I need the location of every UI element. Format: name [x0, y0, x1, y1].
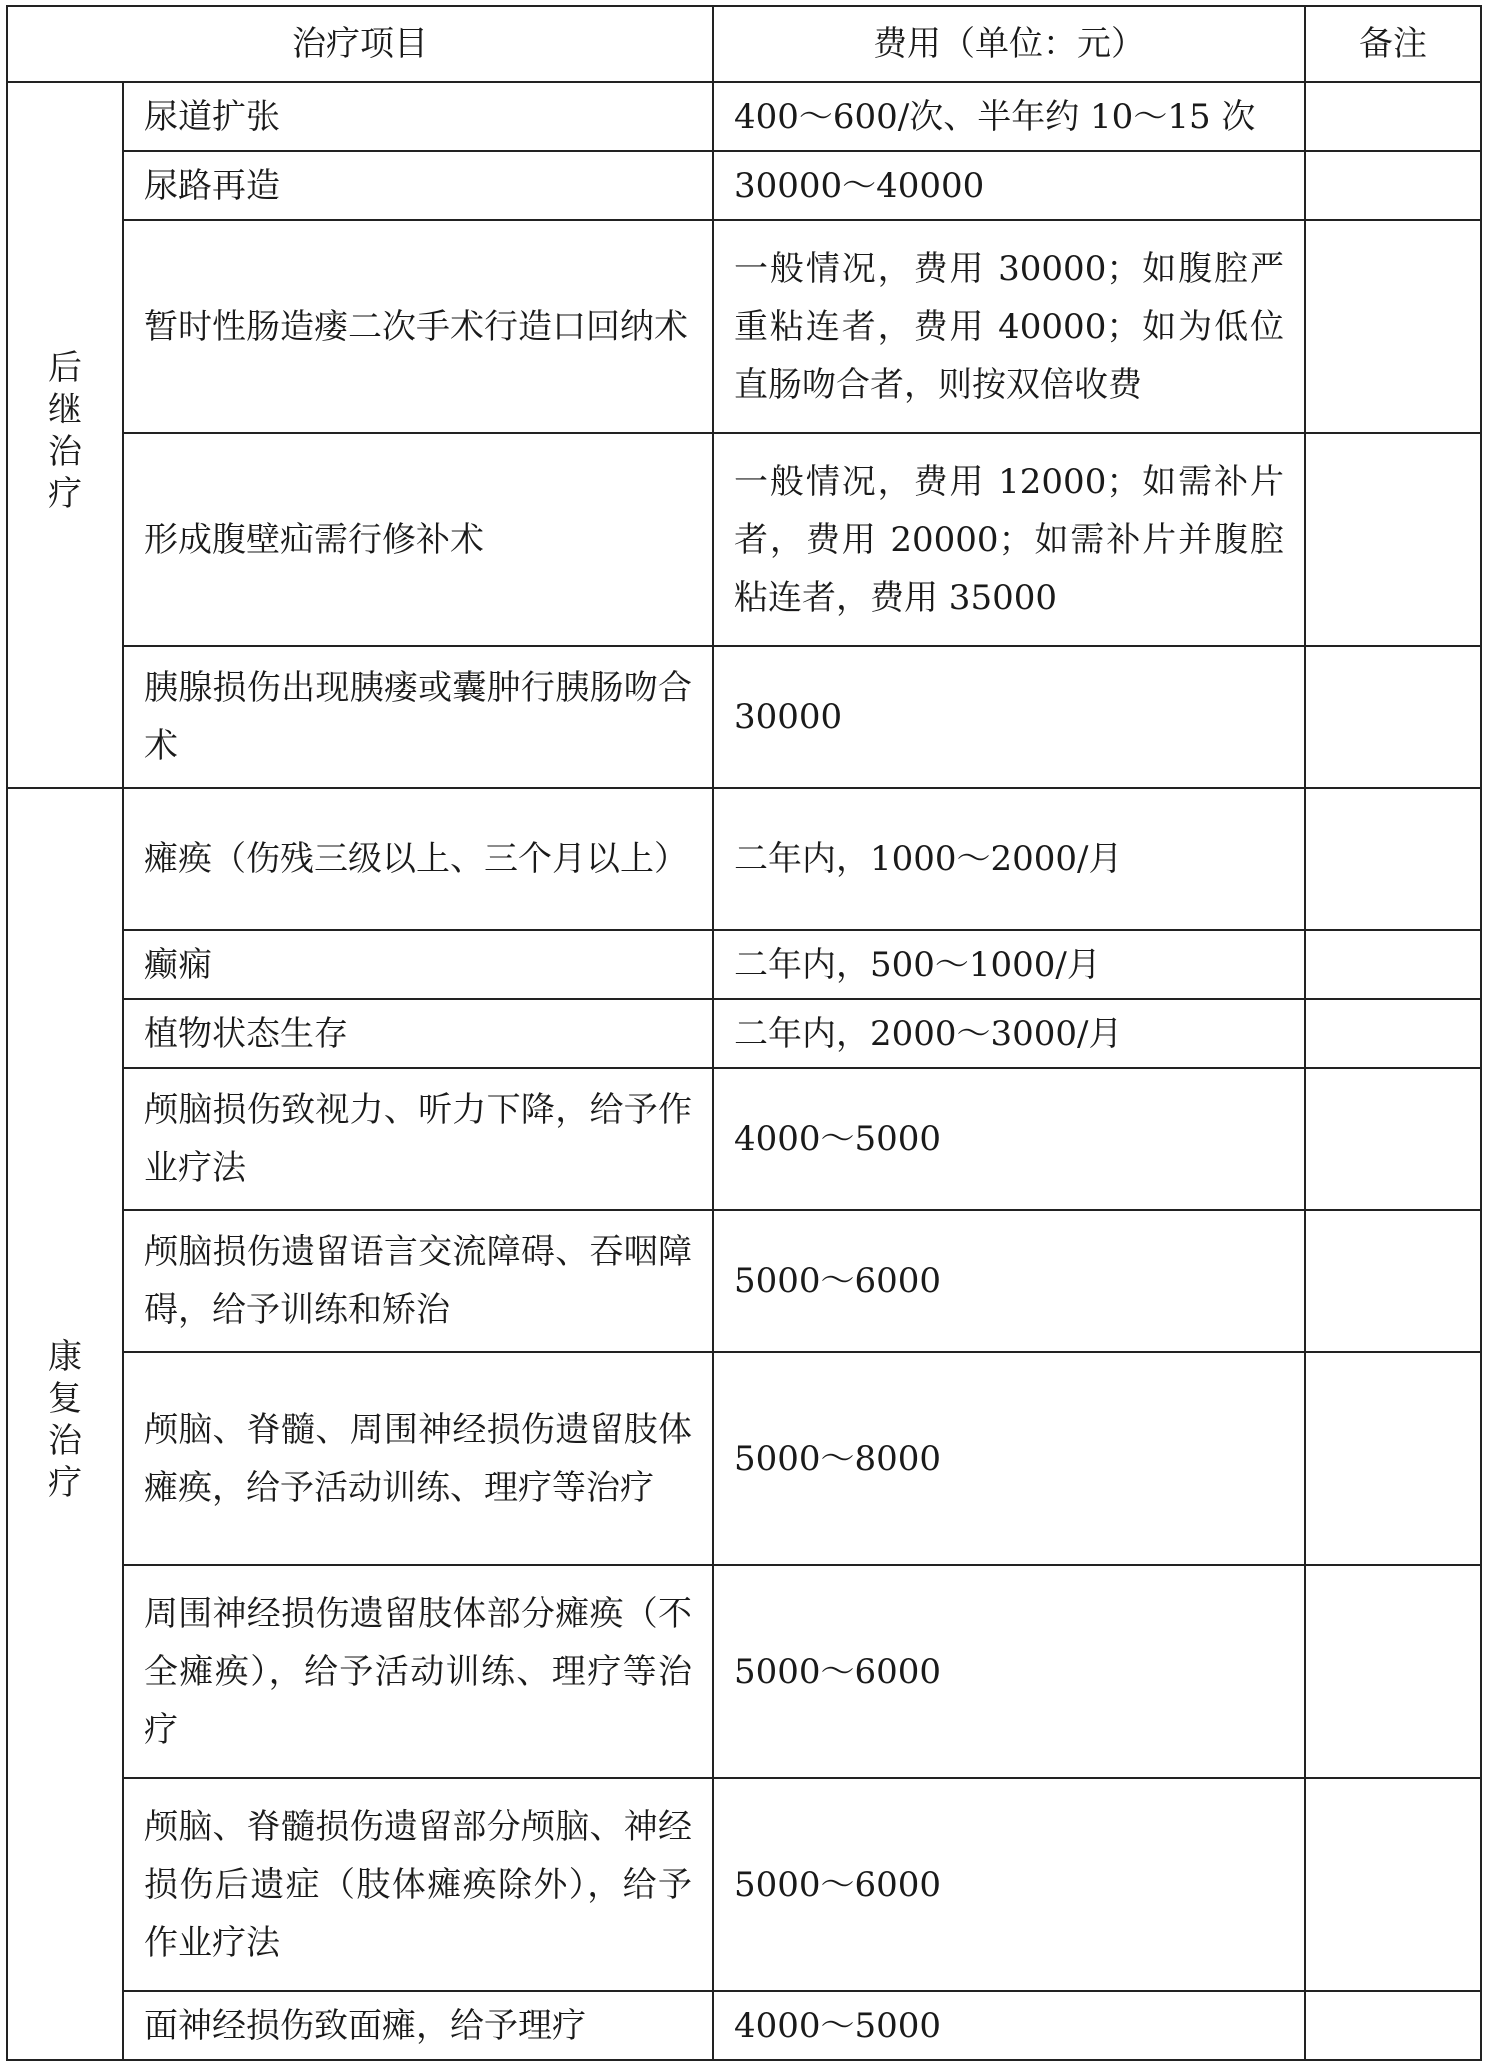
note-cell — [1305, 646, 1481, 788]
header-cost: 费用（单位：元） — [713, 6, 1305, 82]
cost-cell: 4000～5000 — [713, 1068, 1305, 1210]
item-cell: 胰腺损伤出现胰瘘或囊肿行胰肠吻合术 — [123, 646, 713, 788]
item-cell: 周围神经损伤遗留肢体部分瘫痪（不全瘫痪），给予活动训练、理疗等治疗 — [123, 1565, 713, 1778]
category-label: 康复治疗 — [48, 1337, 82, 1503]
note-cell — [1305, 82, 1481, 151]
cost-cell: 一般情况，费用 30000；如腹腔严重粘连者，费用 40000；如为低位直肠吻合者，则按双倍收费 — [713, 220, 1305, 433]
item-cell: 植物状态生存 — [123, 999, 713, 1068]
item-cell: 尿道扩张 — [123, 82, 713, 151]
note-cell — [1305, 1068, 1481, 1210]
cost-cell: 400～600/次、半年约 10～15 次 — [713, 82, 1305, 151]
cost-cell: 4000～5000 — [713, 1991, 1305, 2060]
table-row — [7, 788, 1481, 930]
table-header-row — [7, 6, 1481, 82]
table-row — [7, 1991, 1481, 2060]
table-row — [7, 1210, 1481, 1352]
cost-cell: 5000～8000 — [713, 1352, 1305, 1565]
table-row — [7, 1352, 1481, 1565]
cost-cell: 二年内，1000～2000/月 — [713, 788, 1305, 930]
cost-cell: 5000～6000 — [713, 1565, 1305, 1778]
table-row — [7, 82, 1481, 151]
cost-cell: 30000 — [713, 646, 1305, 788]
note-cell — [1305, 999, 1481, 1068]
item-cell: 颅脑、脊髓、周围神经损伤遗留肢体瘫痪，给予活动训练、理疗等治疗 — [123, 1352, 713, 1565]
cost-cell: 一般情况，费用 12000；如需补片者，费用 20000；如需补片并腹腔粘连者，费用 35000 — [713, 433, 1305, 646]
cost-cell: 5000～6000 — [713, 1210, 1305, 1352]
header-item: 治疗项目 — [7, 6, 713, 82]
cost-cell: 二年内，2000～3000/月 — [713, 999, 1305, 1068]
note-cell — [1305, 433, 1481, 646]
item-cell: 暂时性肠造瘘二次手术行造口回纳术 — [123, 220, 713, 433]
table-row — [7, 999, 1481, 1068]
item-cell: 瘫痪（伤残三级以上、三个月以上） — [123, 788, 713, 930]
category-cell — [7, 82, 123, 788]
cost-cell: 5000～6000 — [713, 1778, 1305, 1991]
note-cell — [1305, 1210, 1481, 1352]
item-cell: 癫痫 — [123, 930, 713, 999]
item-cell: 尿路再造 — [123, 151, 713, 220]
item-cell: 颅脑、脊髓损伤遗留部分颅脑、神经损伤后遗症（肢体瘫痪除外），给予作业疗法 — [123, 1778, 713, 1991]
note-cell — [1305, 930, 1481, 999]
note-cell — [1305, 788, 1481, 930]
note-cell — [1305, 1778, 1481, 1991]
cost-cell: 30000～40000 — [713, 151, 1305, 220]
table-row — [7, 1068, 1481, 1210]
note-cell — [1305, 1991, 1481, 2060]
item-cell: 颅脑损伤致视力、听力下降，给予作业疗法 — [123, 1068, 713, 1210]
item-cell: 形成腹壁疝需行修补术 — [123, 433, 713, 646]
treatment-cost-table-wrapper — [6, 5, 1482, 2061]
table-row — [7, 220, 1481, 433]
header-note: 备注 — [1305, 6, 1481, 82]
note-cell — [1305, 1352, 1481, 1565]
table-row — [7, 151, 1481, 220]
table-row — [7, 1565, 1481, 1778]
table-row — [7, 1778, 1481, 1991]
note-cell — [1305, 151, 1481, 220]
item-cell: 面神经损伤致面瘫，给予理疗 — [123, 1991, 713, 2060]
note-cell — [1305, 1565, 1481, 1778]
category-cell — [7, 788, 123, 2060]
treatment-cost-table — [6, 5, 1482, 2061]
note-cell — [1305, 220, 1481, 433]
item-cell: 颅脑损伤遗留语言交流障碍、吞咽障碍，给予训练和矫治 — [123, 1210, 713, 1352]
cost-cell: 二年内，500～1000/月 — [713, 930, 1305, 999]
table-row — [7, 646, 1481, 788]
category-label: 后继治疗 — [48, 348, 82, 514]
table-row — [7, 930, 1481, 999]
table-row — [7, 433, 1481, 646]
